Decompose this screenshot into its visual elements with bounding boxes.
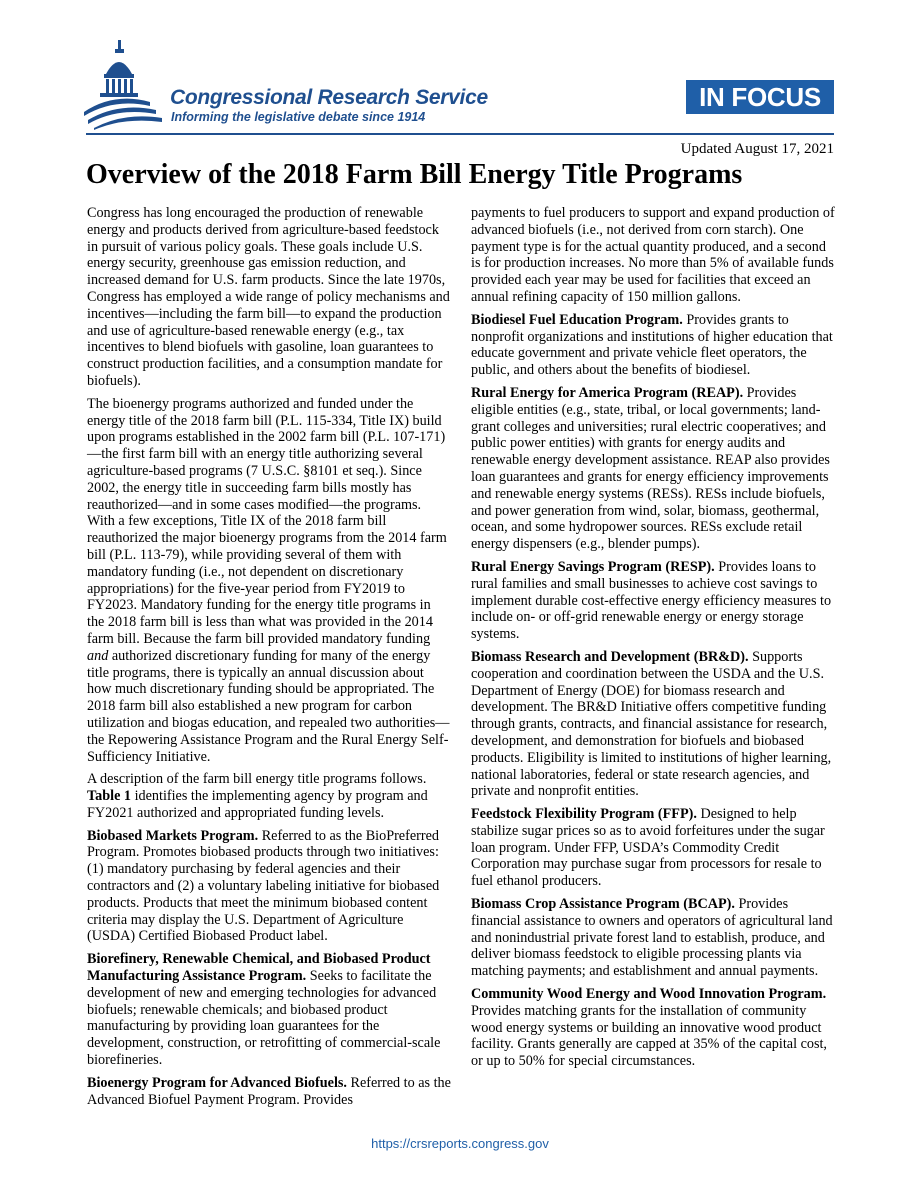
program-heading: Feedstock Flexibility Program (FFP). [471, 806, 697, 823]
program-heading: Biodiesel Fuel Education Program. [471, 311, 683, 328]
program-heading: Bioenergy Program for Advanced Biofuels. [87, 1074, 347, 1091]
emphasis-text: and [87, 647, 109, 664]
biorefinery-program [87, 951, 451, 1069]
header-rule [86, 133, 834, 135]
ffp-program [471, 806, 835, 890]
biobased-markets-program [87, 828, 451, 946]
org-name: Congressional Research Service [170, 86, 488, 109]
program-heading: Biobased Markets Program. [87, 827, 259, 844]
program-text: Provides grants to nonprofit organizations and institutions of higher education that educate government and private vehicle fleet operators, the public, and others about the benefits of biodiesel. [471, 311, 833, 379]
program-text: Provides matching grants for the installation of community wood energy systems or building an innovative wood product facility. Grants generally are capped at 35% of the capital cost, or up to 50% for special circumstances. [471, 1002, 827, 1070]
capitol-dome-icon [84, 40, 166, 130]
intro-paragraph: Congress has long encouraged the production of renewable energy and products derived from agriculture-based feedstock in pursuit of various policy goals. These goals include U.S. energy security, greenhouse gas emission reduction, and increased demand for U.S. farm products. Since the late 1970s, Congress has employed a wide range of policy mechanisms and incentives—including the farm bill—to expand the production and use of agriculture-based renewable energy (e.g., tax incentives to blend biofuels with gasoline, loan guarantees to construct production facilities, and a consumption mandate for biofuels). [87, 205, 450, 389]
wood-energy-program [471, 986, 835, 1070]
paragraph-text: authorized discretionary funding for many of the energy title programs, there is typically an annual discussion about how much discretionary funding should be appropriated. The 2018 farm bill also established a new program for carbon utilization and biogas education, and repealed two authorities—the Repowering Assistance Program and the Rural Energy Self-Sufficiency Initiative. [87, 647, 450, 765]
paragraph-text: The bioenergy programs authorized and funded under the energy title of the 2018 farm bill (P.L. 115-334, Title IX) build upon programs established in the 2002 farm bill (P.L. 107-171)—the first farm bill with an energy title authorizing several agriculture-based programs (7 U.S.C. §8101 et seq.). Since 2002, the energy title in succeeding farm bills mostly has reauthorized—and in some cases modified—the programs. With a few exceptions, Title IX of the 2018 farm bill reauthorized the major bioenergy programs from the 2014 farm bill (P.L. 113-79), while providing several of them with mandatory funding (i.e., not dependent on discretionary appropriations) for the five-year period from FY2019 to FY2023. Mandatory funding for the energy title programs in the 2018 farm bill is less than what was provided in the 2014 farm bill. Because the farm bill provided mandatory funding [87, 395, 447, 647]
program-heading: Community Wood Energy and Wood Innovation Program. [471, 986, 827, 1003]
in-focus-badge: IN FOCUS [686, 80, 834, 114]
page-title: Overview of the 2018 Farm Bill Energy Title Programs [86, 159, 743, 190]
program-heading: Biomass Crop Assistance Program (BCAP). [471, 896, 735, 913]
program-text: Provides eligible entities (e.g., state, tribal, or local governments; land-grant colleges and universities; rural electric cooperatives; and public power entities) with grants for energy audits and renewable energy development assistance. REAP also provides loan guarantees and grants for energy efficiency improvements and renewable energy systems (RESs). RESs include biofuels, and power generation from wind, solar, biomass, geothermal, ocean, and some hydropower sources. RESs exclude retail energy dispensers (e.g., blender pumps). [471, 384, 830, 553]
table-reference: Table 1 [87, 788, 132, 805]
continued-paragraph: payments to fuel producers to support and expand production of advanced biofuels (i.e., not derived from corn starch). One payment type is for the actual quantity produced, and a second is for production increases. No more than 5% of available funds provided each year may be used for facilities that exceed an annual refining capacity of 150 million gallons. [471, 205, 835, 305]
program-text: Supports cooperation and coordination between the USDA and the U.S. Department of Energy (DOE) for biomass research and development. The BR&D Initiative offers competitive funding through grants, contracts, and financial assistance for research, development, and demonstration for biofuels and biobased products. Eligibility is limited to institutions of higher learning, national laboratories, federal or state research agencies, and private and nonprofit entities. [471, 648, 832, 800]
left-column [87, 205, 451, 1114]
reap-program [471, 385, 835, 553]
paragraph-text: identifies the implementing agency by program and FY2021 authorized and appropriated funding levels. [87, 788, 428, 821]
program-text: Referred to as the BioPreferred Program. Promotes biobased products through two initiatives: (1) mandatory purchasing by federal agencies and their contractors and (2) a voluntary labeling initiative for biobased products. Products that meet the minimum biobased content criteria may display the U.S. Department of Agriculture (USDA) Certified Biobased Product label. [87, 827, 440, 945]
program-text: Provides financial assistance to owners and operators of agricultural land and nonindustrial private forest land to establish, produce, and deliver biomass feedstock to eligible processing plants via matching payments; and establishment and annual payments. [471, 896, 833, 980]
right-column [471, 205, 835, 1076]
biodiesel-education-program [471, 312, 835, 379]
program-text: Designed to help stabilize sugar prices so as to avoid forfeitures under the sugar loan program. Under FFP, USDA’s Commodity Credit Corporation may purchase sugar from processors for resale to fuel ethanol producers. [471, 806, 825, 890]
updated-date: Updated August 17, 2021 [680, 141, 834, 157]
bioenergy-advanced-biofuels-program [87, 1075, 451, 1109]
program-heading: Rural Energy for America Program (REAP). [471, 384, 744, 401]
program-heading: Rural Energy Savings Program (RESP). [471, 558, 715, 575]
description-paragraph [87, 771, 451, 821]
program-heading: Biomass Research and Development (BR&D). [471, 648, 749, 665]
program-text: Provides loans to rural families and small businesses to achieve cost savings to implement durable cost-effective energy efficiency measures to include on- or off-grid renewable energy or energy storage systems. [471, 558, 832, 643]
report-header [0, 0, 920, 140]
program-text: Referred to as the Advanced Biofuel Payment Program. Provides [87, 1074, 451, 1108]
program-heading: Biorefinery, Renewable Chemical, and Biobased Product Manufacturing Assistance Program. [87, 951, 431, 985]
bcap-program [471, 896, 835, 980]
bioenergy-programs-paragraph [87, 396, 451, 766]
footer-url-link[interactable]: https://crsreports.congress.gov [371, 1136, 549, 1151]
brd-program [471, 649, 835, 800]
paragraph-text: A description of the farm bill energy title programs follows. [87, 771, 427, 788]
org-tagline: Informing the legislative debate since 1914 [171, 110, 426, 124]
program-text: Seeks to facilitate the development of new and emerging technologies for advanced biofuels; renewable chemicals; and biobased product manufacturing by providing loan guarantees for the development, construction, or retrofitting of commercial-scale biorefineries. [87, 968, 441, 1069]
resp-program [471, 559, 835, 643]
